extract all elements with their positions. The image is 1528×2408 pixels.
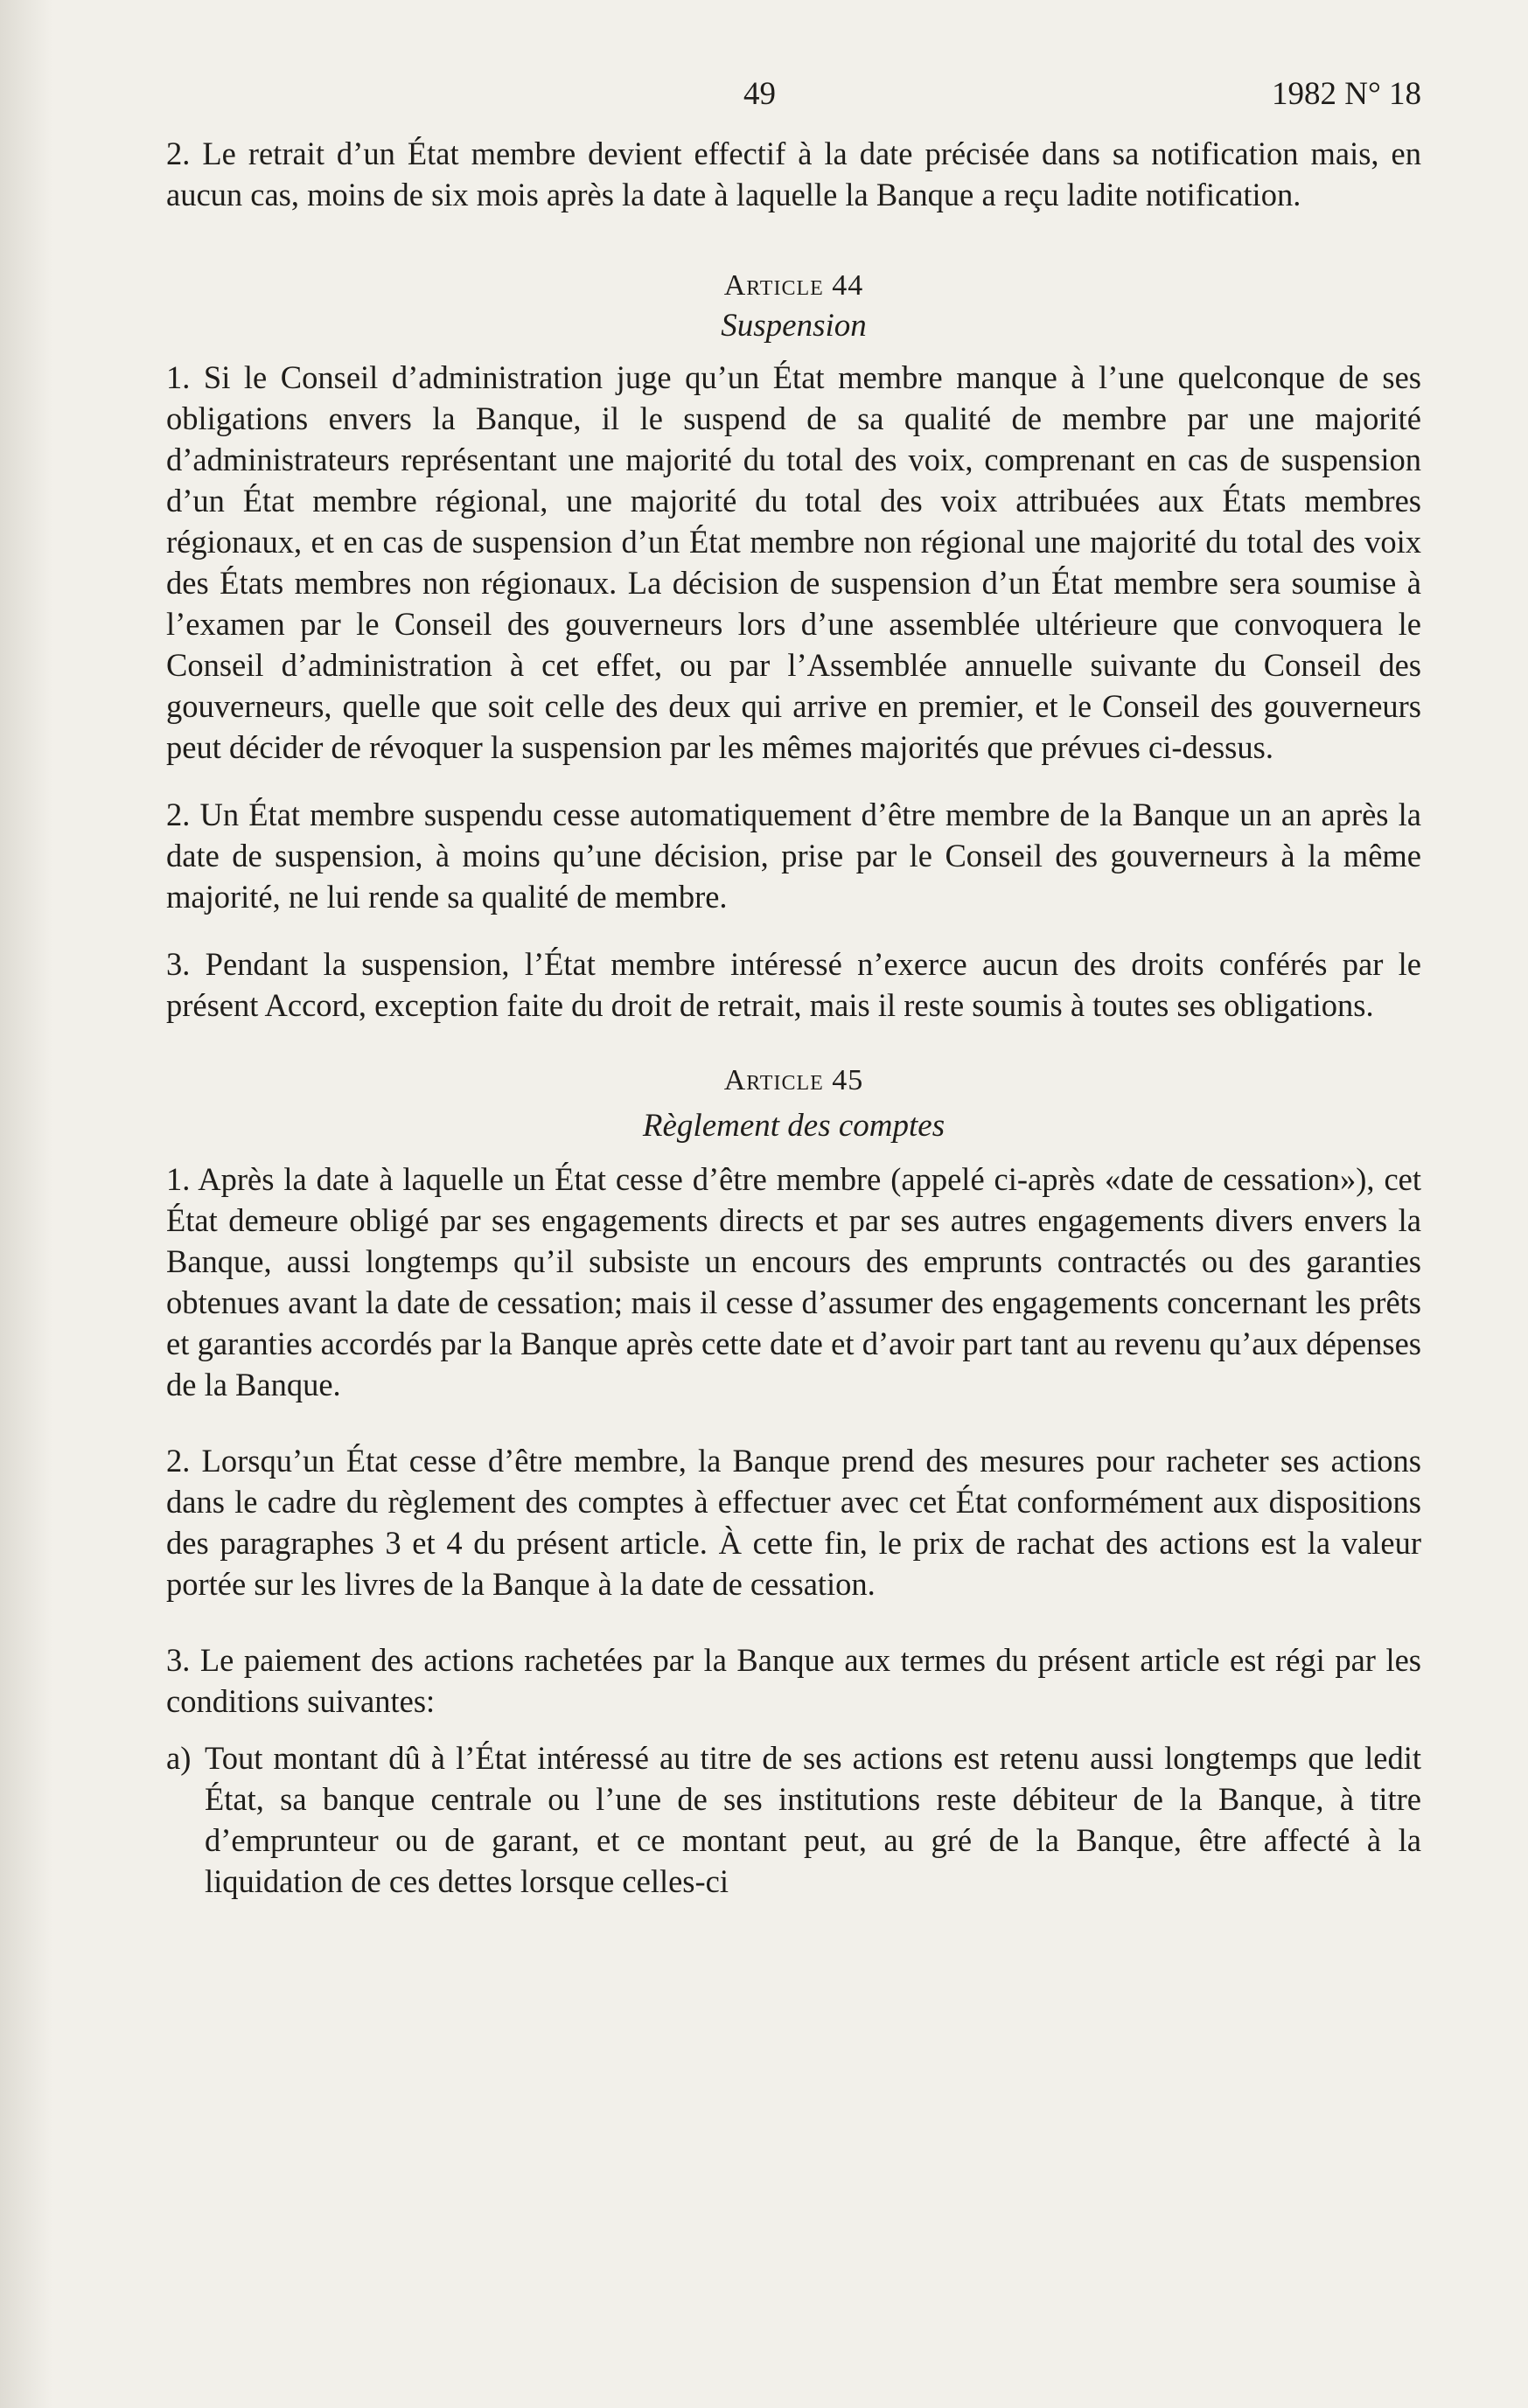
article-44-paragraph-2: 2. Un État membre suspendu cesse automatiquement d’être membre de la Banque un an après la date de suspension, à moins qu’une décision, prise par le Conseil des gouverneurs à la même majorité, ne lui rende sa qualité de membre.	[166, 797, 1421, 915]
series-reference: 1982 N° 18	[1271, 76, 1421, 112]
item-a-label: a)	[166, 1740, 192, 1776]
article-45-heading	[166, 1061, 1421, 1101]
page-header	[166, 68, 1421, 121]
article-45-title: Article 45	[723, 1064, 864, 1096]
item-a-text: Tout montant dû à l’État intéressé au titre de ses actions est retenu aussi longtemps que ledit État, sa banque centrale ou l’une de ses institutions reste débiteur de la Banque, à titre d’emprunteur ou de garant, et ce montant peut, au gré de la Banque, être affecté à la liquidation de ces dettes lorsque celles-ci	[205, 1740, 1421, 1899]
intro-paragraph: 2. Le retrait d’un État membre devient effectif à la date précisée dans sa notification mais, en aucun cas, moins de six mois après la date à laquelle la Banque a reçu ladite notification.	[166, 136, 1421, 212]
article-44-paragraph-1: 1. Si le Conseil d’administration juge qu’un État membre manque à l’une quelconque de ses obligations envers la Banque, il le suspend de sa qualité de membre par une majorité d’administrateurs représentant une majorité du total des voix, comprenant en cas de suspension d’un État membre régional, une majorité du total des voix attribuées aux États membres régionaux, et en cas de suspension d’un État membre non régional une majorité du total des voix des États membres non régionaux. La décision de suspension d’un État membre sera soumise à l’examen par le Conseil des gouverneurs lors d’une assemblée ultérieure que convoquera le Conseil d’administration à cet effet, ou par l’Assemblée annuelle suivante du Conseil des gouverneurs, quelle que soit celle des deux qui arrive en premier, et le Conseil des gouverneurs peut décider de révoquer la suspension par les mêmes majorités que prévues ci-dessus.	[166, 359, 1421, 765]
article-45-paragraph-2: 2. Lorsqu’un État cesse d’être membre, la Banque prend des mesures pour racheter ses actions dans le cadre du règlement des comptes à effectuer avec cet État conformément aux dispositions des paragraphes 3 et 4 du présent article. À cette fin, le prix de rachat des actions est la valeur portée sur les livres de la Banque à la date de cessation.	[166, 1443, 1421, 1602]
article-45-item-a	[166, 1737, 1421, 1902]
article-45-subtitle: Règlement des comptes	[642, 1108, 945, 1144]
article-44-paragraph-3: 3. Pendant la suspension, l’État membre intéressé n’exerce aucun des droits conférés par le présent Accord, exception faite du droit de retrait, mais il reste soumis à toutes ses obligations.	[166, 946, 1421, 1023]
page-number: 49	[743, 76, 776, 112]
article-44-heading	[166, 266, 1421, 306]
article-45-paragraph-1: 1. Après la date à laquelle un État cesse d’être membre (appelé ci-après «date de cessation»), cet État demeure obligé par ses engagements directs et par ses autres engagements divers envers la Banque, aussi longtemps qu’il subsiste un encours des emprunts contractés ou des garanties obtenues avant la date de cessation; mais il cesse d’assumer des engagements concernant les prêts et garanties accordés par la Banque après cette date et d’avoir part tant au revenu qu’aux dépenses de la Banque.	[166, 1161, 1421, 1402]
article-44-subtitle: Suspension	[721, 308, 867, 344]
page-gutter-shadow	[0, 0, 52, 2408]
article-44-title: Article 44	[723, 269, 864, 302]
article-45-paragraph-3: 3. Le paiement des actions rachetées par la Banque aux termes du présent article est régi par les conditions suivantes:	[166, 1642, 1421, 1719]
document-page	[166, 68, 1421, 1902]
